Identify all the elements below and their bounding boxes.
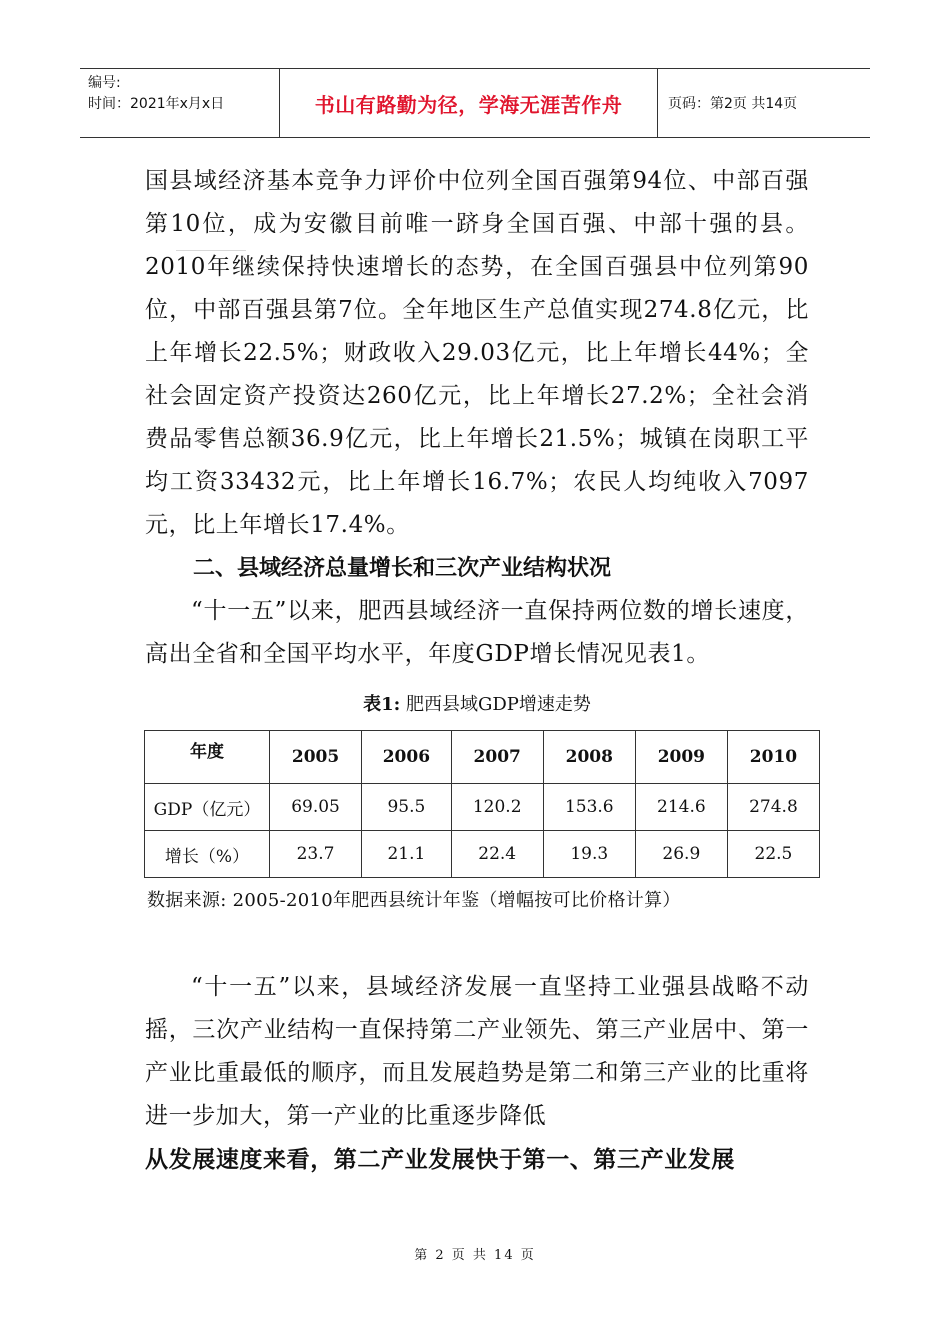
table-row xyxy=(145,784,820,831)
number-label: 编号: xyxy=(88,75,121,91)
table-cell: 95.5 xyxy=(362,784,452,831)
table-cell: 19.3 xyxy=(543,831,635,878)
table-cell: 21.1 xyxy=(362,831,452,878)
table-source-note: 数据来源: 2005-2010年肥西县统计年鉴（增幅按可比价格计算） xyxy=(147,890,681,911)
table-caption-label: 表1: xyxy=(363,694,401,715)
table-header-year: 2009 xyxy=(635,731,727,784)
table-header-year: 2008 xyxy=(543,731,635,784)
table-cell: 69.05 xyxy=(270,784,362,831)
paragraph-4: 从发展速度来看，第二产业发展快于第一、第三产业发展 xyxy=(145,1146,735,1173)
page-footer: 第 2 页 共 14 页 xyxy=(414,1248,536,1263)
header-page-info: 页码：第2页 共14页 xyxy=(668,96,798,112)
table-cell: 214.6 xyxy=(635,784,727,831)
table-cell: 22.4 xyxy=(451,831,543,878)
time-label: 时间：2021年x月x日 xyxy=(88,96,225,112)
table-cell: 23.7 xyxy=(270,831,362,878)
paragraph-2: “十一五”以来，肥西县域经济一直保持两位数的增长速度，高出全省和全国平均水平，年度GDP增长情况见表1。 xyxy=(145,598,809,667)
table-cell: 26.9 xyxy=(635,831,727,878)
table-caption-title: 肥西县域GDP增速走势 xyxy=(405,694,591,715)
table-cell: 274.8 xyxy=(727,784,819,831)
table-header-year: 2010 xyxy=(727,731,819,784)
table-row xyxy=(145,831,820,878)
table-caption xyxy=(145,690,809,716)
table-header-year: 2007 xyxy=(451,731,543,784)
section-heading-2: 二、县域经济总量增长和三次产业结构状况 xyxy=(193,556,612,581)
paragraph-3: “十一五”以来，县域经济发展一直坚持工业强县战略不动摇，三次产业结构一直保持第二产业领先、第三产业居中、第一产业比重最低的顺序，而且发展趋势是第二和第三产业的比重将进一步加大，第一产业的比重逐步降低 xyxy=(145,974,809,1129)
spacer xyxy=(145,912,809,966)
page-header xyxy=(80,68,870,138)
table-cell: 153.6 xyxy=(543,784,635,831)
table-header-label: 年度 xyxy=(145,731,270,784)
table-row-label: 增长（%） xyxy=(145,831,270,878)
table-cell: 22.5 xyxy=(727,831,819,878)
table-row-label: GDP（亿元） xyxy=(145,784,270,831)
table-header-year: 2005 xyxy=(270,731,362,784)
header-meta xyxy=(80,69,280,137)
document-body xyxy=(145,160,809,1181)
header-motto: 书山有路勤为径，学海无涯苦作舟 xyxy=(280,69,658,137)
gdp-table xyxy=(144,730,820,878)
paragraph-1: 国县域经济基本竞争力评价中位列全国百强第94位、中部百强第10位，成为安徽目前唯一跻身全国百强、中部十强的县。2010年继续保持快速增长的态势，在全国百强县中位列第90位，中部百强县第7位。全年地区生产总值实现274.8亿元，比上年增长22.5%；财政收入29.03亿元，比上年增长44%；全社会固定资产投资达260亿元，比上年增长27.2%；全社会消费品零售总额36.9亿元，比上年增长21.5%；城镇在岗职工平均工资33432元，比上年增长16.7%；农民人均纯收入7097元，比上年增长17.4%。 xyxy=(145,168,809,538)
table-cell: 120.2 xyxy=(451,784,543,831)
table-header-year: 2006 xyxy=(362,731,452,784)
table-header-row xyxy=(145,731,820,784)
